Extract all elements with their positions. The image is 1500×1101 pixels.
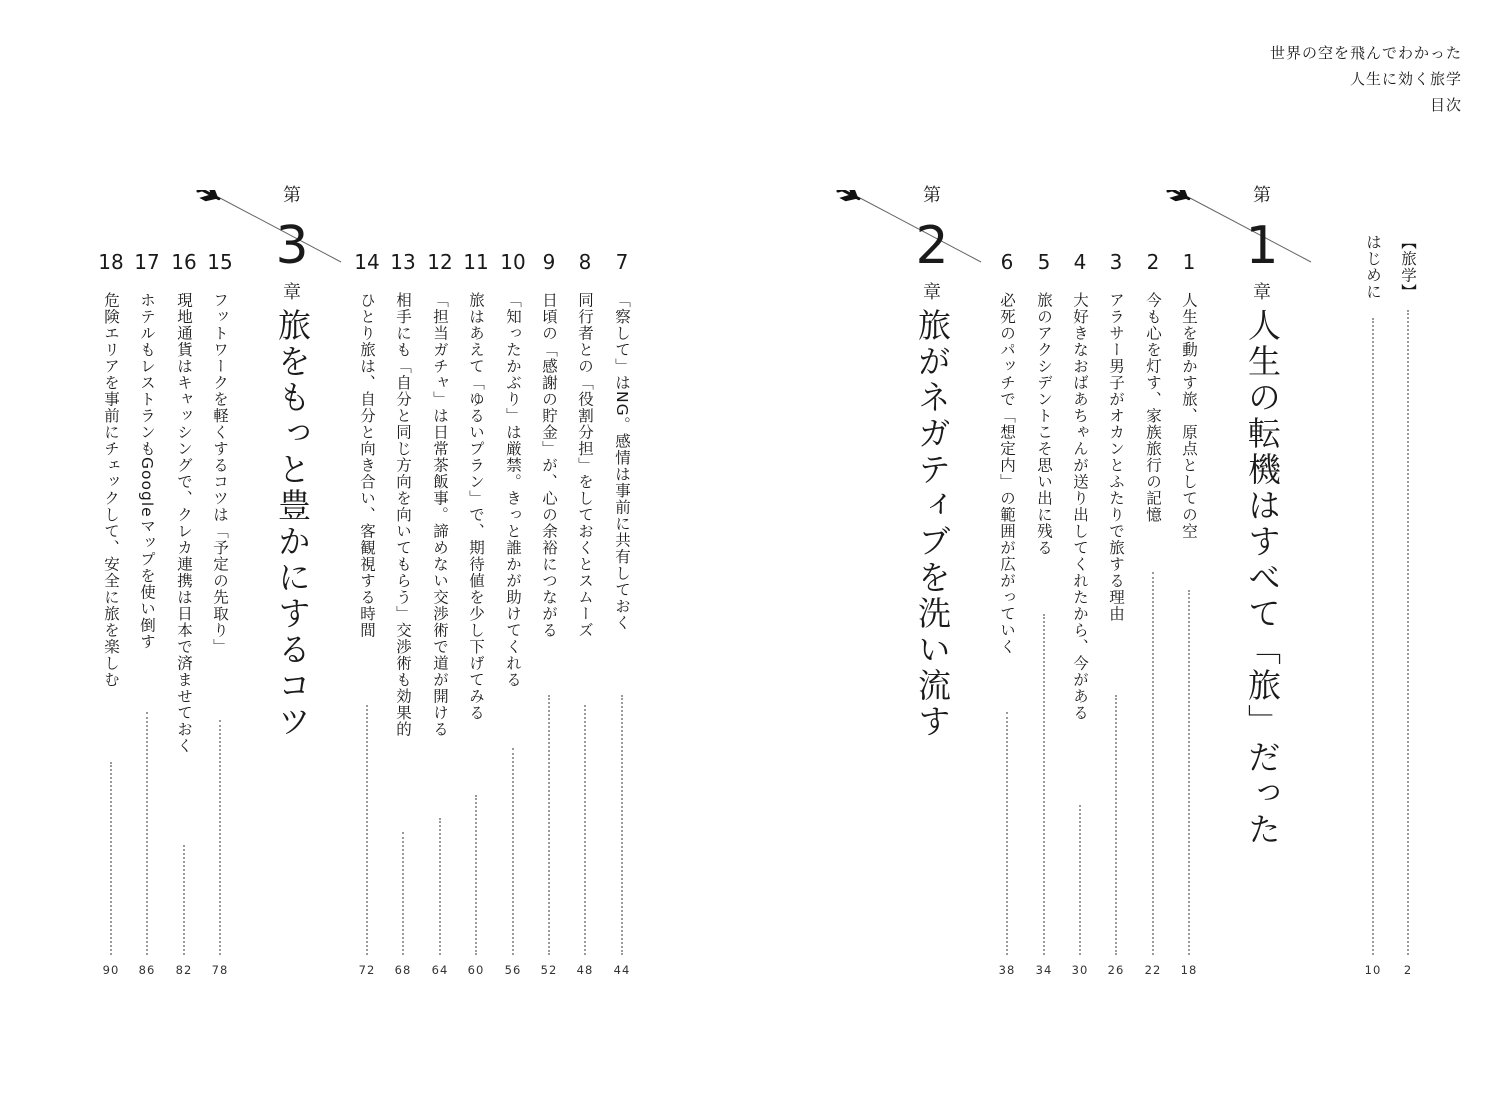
- toc-entry-number: 9: [542, 250, 556, 274]
- toc-entry-page: 10: [1364, 963, 1382, 977]
- toc-entry-number: 17: [134, 250, 160, 274]
- toc-entry-title: ひとり旅は、自分と向き合い、客観視する時間: [358, 292, 376, 639]
- book-title-line1: 世界の空を飛んでわかった: [1269, 44, 1462, 62]
- toc-entry-title: 【旅学】: [1399, 234, 1417, 300]
- chapter-title[interactable]: 人生の転機はすべて「旅」だった: [1243, 308, 1282, 848]
- leader-dots: [512, 748, 514, 955]
- leader-dots: [366, 705, 368, 955]
- leader-dots: [475, 795, 477, 955]
- leader-dots: [584, 705, 586, 955]
- toc-entry-number: 3: [1109, 250, 1123, 274]
- toc-entry-title: 必死のパッチで「想定内」の範囲が広がっていく: [998, 292, 1016, 655]
- toc-entry-page: 34: [1035, 963, 1053, 977]
- toc-entry-title: 同行者との「役割分担」をしておくとスムーズ: [576, 292, 594, 639]
- book-title-line3: 目次: [1429, 96, 1462, 114]
- toc-entry-page: 18: [1180, 963, 1198, 977]
- chapter-sho: 章: [283, 282, 301, 303]
- chapter-title[interactable]: 旅をもっと豊かにするコツ: [273, 308, 312, 740]
- toc-entry-number: 4: [1073, 250, 1087, 274]
- toc-entry-page: 68: [394, 963, 412, 977]
- leader-dots: [219, 720, 221, 955]
- chapter-number: 2: [915, 216, 949, 276]
- toc-entry-page: 44: [613, 963, 631, 977]
- toc-entry-page: 22: [1144, 963, 1162, 977]
- toc-entry-number: 12: [427, 250, 453, 274]
- leader-dots: [1079, 805, 1081, 955]
- leader-dots: [183, 845, 185, 955]
- toc-entry-title: 「知ったかぶり」は厳禁。きっと誰かが助けてくれる: [504, 292, 522, 688]
- leader-dots: [1152, 572, 1154, 955]
- toc-entry-title: アラサー男子がオカンとふたりで旅する理由: [1107, 292, 1125, 622]
- toc-entry-title: フットワークを軽くするコツは「予定の先取り」: [211, 292, 229, 655]
- toc-entry-page: 90: [102, 963, 120, 977]
- chapter-dai: 第: [923, 185, 941, 206]
- toc-entry-number: 8: [578, 250, 592, 274]
- toc-entry-page: 72: [358, 963, 376, 977]
- toc-entry-number: 13: [390, 250, 416, 274]
- toc-entry-title: 旅のアクシデントこそ思い出に残る: [1035, 292, 1053, 556]
- leader-dots: [548, 695, 550, 955]
- leader-dots: [146, 712, 148, 955]
- toc-entry-title: ホテルもレストランもGoogleマップを使い倒す: [138, 292, 156, 650]
- toc-entry-number: 2: [1146, 250, 1160, 274]
- leader-dots: [1372, 318, 1374, 955]
- toc-entry-number: 15: [207, 250, 233, 274]
- chapter-number: 3: [275, 216, 309, 276]
- toc-entry-number: 1: [1182, 250, 1196, 274]
- chapter-dai: 第: [1253, 185, 1271, 206]
- toc-entry-number: 16: [171, 250, 197, 274]
- toc-entry-page: 56: [504, 963, 522, 977]
- book-title: [1270, 40, 1462, 118]
- toc-entry-number: 11: [463, 250, 489, 274]
- chapter-dai: 第: [283, 185, 301, 206]
- toc-entry-page: 60: [467, 963, 485, 977]
- toc-entry-page: 2: [1403, 963, 1413, 977]
- toc-entry-title: 「担当ガチャ」は日常茶飯事。諦めない交渉術で道が開ける: [431, 292, 449, 738]
- chapter-title[interactable]: 旅がネガティブを洗い流す: [913, 308, 952, 740]
- toc-entry-title: はじめに: [1364, 234, 1382, 300]
- toc-entry-number: 5: [1037, 250, 1051, 274]
- toc-entry-number: 14: [354, 250, 380, 274]
- toc-entry-title: 日頃の「感謝の貯金」が、心の余裕につながる: [540, 292, 558, 639]
- leader-dots: [439, 818, 441, 955]
- leader-dots: [1188, 590, 1190, 955]
- toc-entry-title: 「察して」はNG。感情は事前に共有しておく: [613, 292, 631, 632]
- toc-entry-page: 78: [211, 963, 229, 977]
- toc-entry-page: 82: [175, 963, 193, 977]
- leader-dots: [1115, 695, 1117, 955]
- toc-entry-title: 今も心を灯す、家族旅行の記憶: [1144, 292, 1162, 523]
- leader-dots: [621, 695, 623, 955]
- leader-dots: [110, 762, 112, 955]
- chapter-sho: 章: [923, 282, 941, 303]
- leader-dots: [1043, 614, 1045, 955]
- toc-entry-page: 64: [431, 963, 449, 977]
- toc-entry-page: 38: [998, 963, 1016, 977]
- toc-entry-number: 18: [98, 250, 124, 274]
- toc-entry-title: 危険エリアを事前にチェックして、安全に旅を楽しむ: [102, 292, 120, 688]
- chapter-sho: 章: [1253, 282, 1271, 303]
- toc-entry-number: 10: [500, 250, 526, 274]
- leader-dots: [1407, 310, 1409, 955]
- toc-entry-page: 30: [1071, 963, 1089, 977]
- toc-entry-page: 26: [1107, 963, 1125, 977]
- book-title-line2: 人生に効く旅学: [1349, 70, 1462, 88]
- leader-dots: [402, 832, 404, 955]
- toc-entry-page: 52: [540, 963, 558, 977]
- toc-entry-page: 48: [576, 963, 594, 977]
- toc-entry-title: 相手にも「自分と同じ方向を向いてもらう」交渉術も効果的: [394, 292, 412, 738]
- toc-entry-number: 7: [615, 250, 629, 274]
- toc-entry-title: 旅はあえて「ゆるいプラン」で、期待値を少し下げてみる: [467, 292, 485, 721]
- chapter-number: 1: [1245, 216, 1279, 276]
- leader-dots: [1006, 712, 1008, 955]
- toc-entry-title: 現地通貨はキャッシングで、クレカ連携は日本で済ませておく: [175, 292, 193, 754]
- toc-entry-title: 人生を動かす旅、原点としての空: [1180, 292, 1198, 540]
- toc-entry-title: 大好きなおばあちゃんが送り出してくれたから、今がある: [1071, 292, 1089, 721]
- toc-entry-number: 6: [1000, 250, 1014, 274]
- toc-entry-page: 86: [138, 963, 156, 977]
